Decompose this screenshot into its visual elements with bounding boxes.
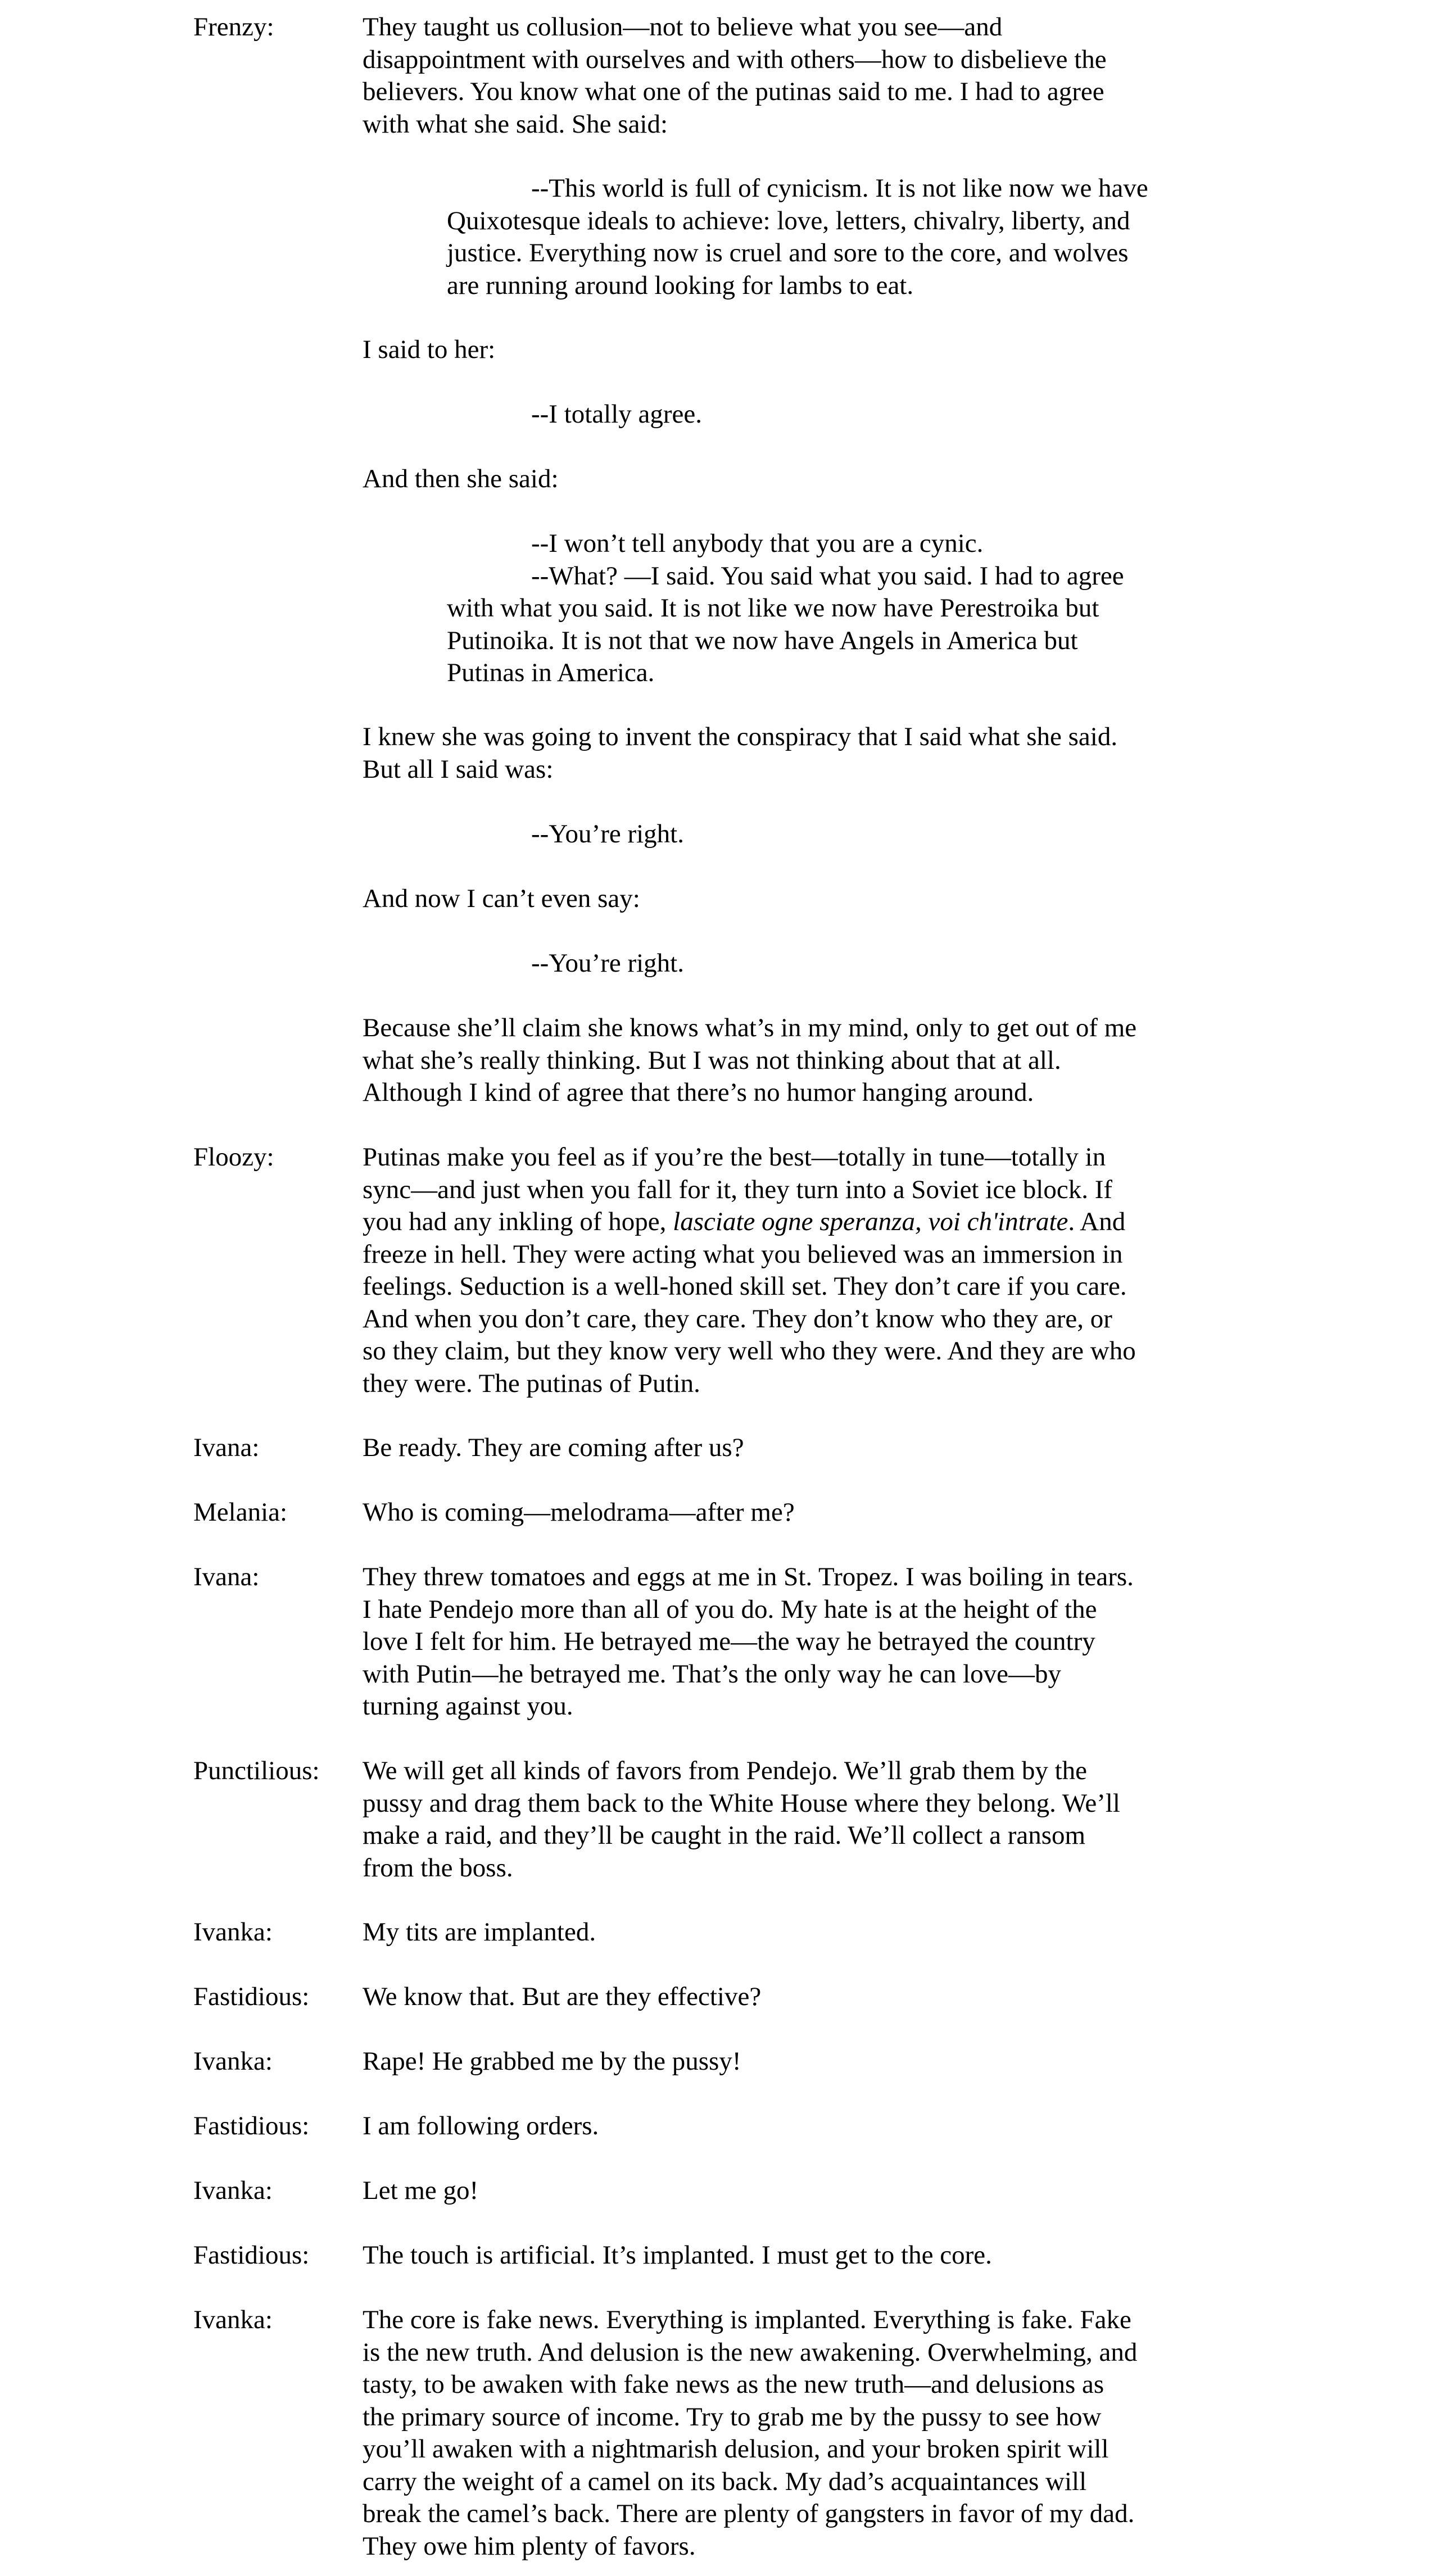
text-line: They owe him plenty of favors. [363, 2531, 696, 2561]
text-line: tasty, to be awaken with fake news as the new truth—and delusions as [363, 2370, 1104, 2399]
text-line: The core is fake news. Everything is implanted. Everything is fake. Fake [363, 2305, 1131, 2334]
text-line: And when you don’t care, they care. They don’t know who they are, or [363, 1304, 1112, 1334]
quote-line: Quixotesque ideals to achieve: love, letters, chivalry, liberty, and [447, 206, 1130, 235]
text-line: My tits are implanted. [363, 1917, 596, 1947]
text-line: We know that. But are they effective? [363, 1982, 762, 2011]
text-line: carry the weight of a camel on its back. My dad’s acquaintances will [363, 2466, 1087, 2496]
text-line: believers. You know what one of the putinas said to me. I had to agree [363, 77, 1104, 106]
dialogue-text [363, 1432, 1194, 1464]
dialogue-text [363, 2239, 1194, 2272]
italic-quotation: lasciate ogne speranza, voi ch'intrate [673, 1207, 1068, 1236]
text-line: disappointment with ourselves and with others—how to disbelieve the [363, 44, 1107, 74]
text-line: break the camel’s back. There are plenty of gangsters in favor of my dad. [363, 2499, 1135, 2528]
frenzy-quote-4 [447, 818, 1194, 851]
dialogue-text [363, 2175, 1194, 2207]
frenzy-quote-3 [447, 528, 1194, 690]
text-line: you’ll awaken with a nightmarish delusion, and your broken spirit will [363, 2434, 1109, 2464]
text-line: turning against you. [363, 1691, 573, 1721]
text-line: the primary source of income. Try to grab me by the pussy to see how [363, 2402, 1102, 2432]
text-line: make a raid, and they’ll be caught in the raid. We’ll collect a ransom [363, 1821, 1086, 1850]
dialogue-text [363, 1561, 1194, 1723]
text-line: Who is coming—melodrama—after me? [363, 1498, 795, 1527]
frenzy-paragraph-3 [363, 463, 1194, 496]
quote-line: Putinoika. It is not that we now have Angels in America but [447, 625, 1078, 655]
text-line: The touch is artificial. It’s implanted. I must get to the core. [363, 2241, 992, 2270]
text-line: I hate Pendejo more than all of you do. My hate is at the height of the [363, 1594, 1097, 1624]
quote-line: --This world is full of cynicism. It is not like now we have [531, 174, 1148, 203]
frenzy-paragraph-5 [363, 883, 1194, 915]
text-line: But all I said was: [363, 754, 554, 784]
frenzy-paragraph-6 [363, 1012, 1194, 1109]
frenzy-quote-5 [447, 947, 1194, 980]
frenzy-quote-2 [447, 398, 1194, 431]
frenzy-paragraph-2 [363, 334, 1194, 366]
quote-line: with what you said. It is not like we now have Perestroika but [447, 593, 1099, 623]
text-line: pussy and drag them back to the White House where they belong. We’ll [363, 1788, 1120, 1818]
text-line: I said to her: [363, 335, 496, 364]
frenzy-paragraph-4 [363, 721, 1194, 786]
text-line: freeze in hell. They were acting what you believed was an immersion in [363, 1239, 1123, 1269]
text-line: Because she’ll claim she knows what’s in my mind, only to get out of me [363, 1013, 1137, 1042]
text-segment: . And [1068, 1207, 1126, 1236]
text-line: Let me go! [363, 2176, 479, 2205]
speaker-name: Floozy: [193, 1142, 274, 1172]
speaker-name: Ivanka: [193, 1917, 273, 1947]
text-line: They taught us collusion—not to believe what you see—and [363, 12, 1003, 42]
speaker-name: Melania: [193, 1498, 288, 1527]
speaker-name: Punctilious: [193, 1756, 320, 1785]
text-line: so they claim, but they know very well who they were. And they are who [363, 1336, 1136, 1366]
frenzy-paragraph-1 [363, 11, 1194, 140]
text-line: We will get all kinds of favors from Pendejo. We’ll grab them by the [363, 1756, 1087, 1785]
text-line: feelings. Seduction is a well-honed skill set. They don’t care if you care. [363, 1272, 1127, 1301]
frenzy-quote-1 [447, 173, 1194, 302]
quote-line: are running around looking for lambs to eat. [447, 270, 914, 300]
speaker-name: Fastidious: [193, 2241, 310, 2270]
quote-line: justice. Everything now is cruel and sore to the core, and wolves [447, 238, 1129, 267]
quote-line: --What? —I said. You said what you said. I had to agree [531, 561, 1124, 591]
dialogue-text [363, 1981, 1194, 2013]
text-segment: you had any inkling of hope, [363, 1207, 673, 1236]
text-line: And now I can’t even say: [363, 884, 640, 913]
speaker-name: Ivanka: [193, 2047, 273, 2076]
text-line: sync—and just when you fall for it, they turn into a Soviet ice block. If [363, 1174, 1112, 1204]
floozy-paragraph [363, 1141, 1194, 1400]
speaker-name: Ivana: [193, 1562, 260, 1591]
dialogue-text [363, 1755, 1194, 1884]
text-line: love I felt for him. He betrayed me—the way he betrayed the country [363, 1627, 1095, 1656]
text-line: with Putin—he betrayed me. That’s the only way he can love—by [363, 1659, 1062, 1689]
quote-line: Putinas in America. [447, 658, 655, 687]
text-line: I am following orders. [363, 2111, 599, 2140]
text-line: Although I kind of agree that there’s no humor hanging around. [363, 1078, 1034, 1107]
speaker-name: Fastidious: [193, 1982, 310, 2011]
text-line: with what she said. She said: [363, 109, 668, 139]
text-line: And then she said: [363, 464, 559, 493]
quote-line: --I totally agree. [531, 400, 703, 429]
speaker-name: Frenzy: [193, 12, 274, 42]
text-line: is the new truth. And delusion is the new awakening. Overwhelming, and [363, 2337, 1138, 2367]
speaker-name: Ivanka: [193, 2176, 273, 2205]
text-line [363, 1206, 1194, 1239]
text-line: from the boss. [363, 1853, 513, 1883]
quote-line: --I won’t tell anybody that you are a cynic. [531, 529, 984, 558]
speaker-name: Ivana: [193, 1433, 260, 1462]
dialogue-text [363, 2304, 1194, 2563]
text-line: They threw tomatoes and eggs at me in St. Tropez. I was boiling in tears. [363, 1562, 1134, 1591]
speaker-name: Ivanka: [193, 2305, 273, 2334]
text-line: Rape! He grabbed me by the pussy! [363, 2047, 741, 2076]
text-line: they were. The putinas of Putin. [363, 1368, 700, 1398]
dialogue-text [363, 1496, 1194, 1529]
text-line: Be ready. They are coming after us? [363, 1433, 744, 1462]
text-line: Putinas make you feel as if you’re the best—totally in tune—totally in [363, 1142, 1106, 1172]
dialogue-text [363, 1916, 1194, 1949]
quote-line: --You’re right. [531, 949, 684, 978]
dialogue-text [363, 2110, 1194, 2143]
text-line: I knew she was going to invent the conspiracy that I said what she said. [363, 722, 1118, 751]
dialogue-text [363, 2046, 1194, 2078]
quote-line: --You’re right. [531, 819, 684, 849]
speaker-name: Fastidious: [193, 2111, 310, 2140]
text-line: what she’s really thinking. But I was not thinking about that at all. [363, 1045, 1061, 1075]
